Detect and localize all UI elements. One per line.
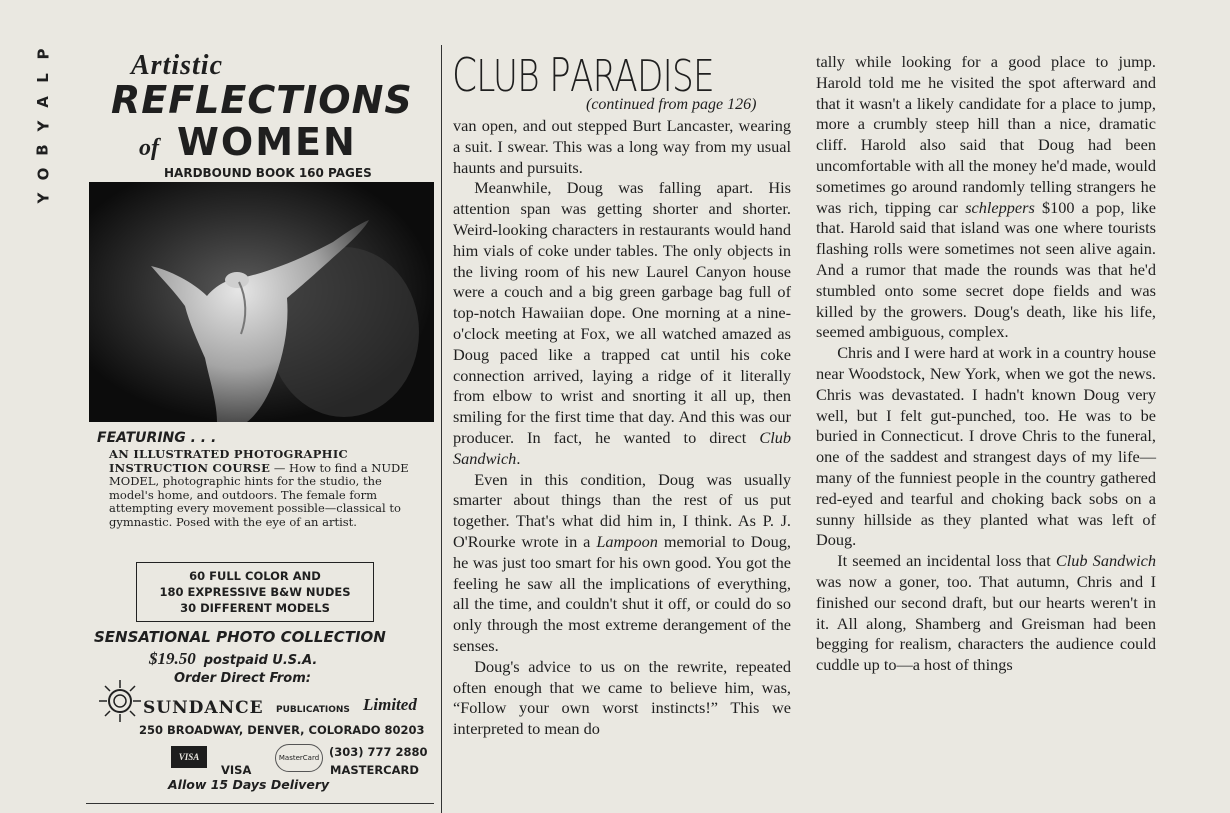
paragraph-italic: Lampoon xyxy=(596,531,658,551)
article-paragraph xyxy=(453,178,791,469)
spine-letter: P xyxy=(34,48,52,60)
ad-title-reflections: REFLECTIONS xyxy=(111,78,413,122)
ad-box-line: 60 FULL COLOR AND xyxy=(189,569,321,583)
ad-description-body: — How to find a NUDE MODEL, photographic hints for the studio, the model's home, and outdoors. The female form attempting every movement possible—classical to gymnastic. Posed with the eye of an artist. xyxy=(109,460,409,529)
paragraph-text: Even in this condition, Doug was usually smarter about things than the rest of us put together. That's what did him in, I think. As P. J. O'Rourke wrote in a xyxy=(453,469,791,551)
sunburst-logo-icon xyxy=(99,680,141,722)
ad-photo xyxy=(89,182,434,422)
publisher-name: SUNDANCE xyxy=(143,698,264,718)
delivery-note: Allow 15 Days Delivery xyxy=(168,777,330,792)
article-paragraph: Doug's advice to us on the rewrite, repeated often enough that we came to believe him, was, “Follow your own worst instincts!” This we interpreted to mean do xyxy=(453,656,791,739)
ad-title-women: WOMEN xyxy=(177,120,357,164)
paragraph-italic: schleppers xyxy=(965,197,1035,217)
title-initial-p: P xyxy=(549,48,570,102)
order-phone: (303) 777 2880 xyxy=(329,745,428,759)
paragraph-text: was now a goner, too. That autumn, Chris and I finished our second draft, but our hearts weren't in it. All along, Shamberg and Greisman had been begging for realism, characters the audience could cuddle up to—a host of things xyxy=(816,571,1156,675)
ad-price-amount: $19.50 xyxy=(149,649,196,668)
paragraph-italic: Club Sandwich xyxy=(1055,551,1156,571)
visa-card-icon: VISA xyxy=(171,746,207,768)
ad-price xyxy=(149,649,317,669)
paragraph-text: tally while looking for a good place to jump. Harold told me he visited the spot afterward and that it wasn't a likely candidate for a place to jump, more a crumbly steep hill than a nice, dramatic cliff. Harold also said that Doug had been uncomfortable with all the money he'd made, would sometimes go around randomly telling strangers he was rich, tipping car xyxy=(816,52,1156,217)
paragraph-italic: Club Sandwich xyxy=(453,427,791,468)
ad-hardbound: HARDBOUND BOOK 160 PAGES xyxy=(164,166,372,180)
ad-description-lead: AN ILLUSTRATED PHOTOGRAPHIC INSTRUCTION COURSE xyxy=(109,447,348,475)
article-paragraph: van open, and out stepped Burt Lancaster, wearing a suit. I swear. This was a long way from my usual haunts and pursuits. xyxy=(453,116,791,177)
spine-letter: O xyxy=(33,167,52,181)
paragraph-text: $100 a pop, like that. Harold said that island was one where tourists flashing rolls were sometimes not seen alive again. And a rumor that made the rounds was that he'd stumbled onto some secret dope fields and was killed by the growers. Doug's death, like his life, seemed ambiguous, complex. xyxy=(816,197,1156,342)
spine-letter: A xyxy=(33,96,52,108)
publisher-address: 250 BROADWAY, DENVER, COLORADO 80203 xyxy=(139,723,425,737)
ad-box-line: 180 EXPRESSIVE B&W NUDES xyxy=(159,585,351,599)
spine-letter: Y xyxy=(34,120,52,132)
title-lub: LUB xyxy=(476,51,550,102)
mastercard-label: MASTERCARD xyxy=(330,763,419,777)
ad-title-artistic: Artistic xyxy=(131,50,224,81)
ad-box-line: 30 DIFFERENT MODELS xyxy=(180,601,330,615)
magazine-spine xyxy=(30,42,56,210)
nude-silhouette-image xyxy=(89,182,434,422)
article-paragraph xyxy=(816,551,1156,676)
spine-letter: Y xyxy=(34,192,52,204)
ad-content-box xyxy=(136,562,374,622)
mastercard-card-icon: MasterCard xyxy=(275,744,323,772)
article-paragraph xyxy=(453,470,791,657)
ad-featuring-heading: FEATURING . . . xyxy=(97,430,217,446)
visa-label: VISA xyxy=(221,763,252,777)
publisher-publications: PUBLICATIONS xyxy=(276,705,350,715)
article-paragraph xyxy=(816,52,1156,343)
title-aradise: ARADISE xyxy=(569,51,714,102)
paragraph-text: It seemed an incidental loss that xyxy=(837,551,1056,571)
column-divider xyxy=(441,45,442,813)
ad-order-direct: Order Direct From: xyxy=(174,671,311,686)
spine-letter: B xyxy=(34,144,52,156)
paragraph-text: . xyxy=(516,448,521,468)
title-initial-c: C xyxy=(452,48,477,102)
ad-collection-heading: SENSATIONAL PHOTO COLLECTION xyxy=(94,628,386,646)
article-column-1 xyxy=(453,116,791,740)
article-paragraph: Chris and I were hard at work in a country house near Woodstock, New York, when we got the news. Chris was devastated. I hadn't known Doug very well, but I felt gut-punched, too. He was to be buried in Connecticut. I drove Chris to the funeral, one of the saddest and strangest days of my life—many of the funniest people in the country gathered red-eyed and tearful and choking back sobs on a sunny hillside as they planted what was left of Doug. xyxy=(816,343,1156,550)
paragraph-text: memorial to Doug, he was just too smart for his own good. You got the feeling he saw all the implications of everything, all the time, and couldn't shut it off, or could do so only through the most extreme derangement of the senses. xyxy=(453,531,791,655)
ad-title-of: of xyxy=(139,135,159,161)
spine-letter: L xyxy=(34,73,52,83)
article-column-2 xyxy=(816,52,1156,676)
ad-postpaid: postpaid U.S.A. xyxy=(203,653,318,668)
paragraph-text: Meanwhile, Doug was falling apart. His attention span was getting shorter and shorter. Weird-looking characters in restaurants would hand him vials of coke under tables. The only objects in the living room of his new Laurel Canyon house were a couch and a big green garbage bag full of top-notch Hawaiian dope. One morning at a nine-o'clock meeting at Fox, we all watched amazed as Doug paced like a trapped cat until his coke connection arrived, laying a ridge of it literally from elbow to wrist and snorting it all up, then smiling for the first time that day. And this was our producer. In fact, he wanted to direct xyxy=(453,178,791,447)
ad-bottom-divider xyxy=(86,803,434,804)
continued-note: (continued from page 126) xyxy=(586,96,757,113)
ad-description xyxy=(109,448,414,529)
article-title xyxy=(452,48,714,102)
publisher-limited: Limited xyxy=(363,695,417,714)
